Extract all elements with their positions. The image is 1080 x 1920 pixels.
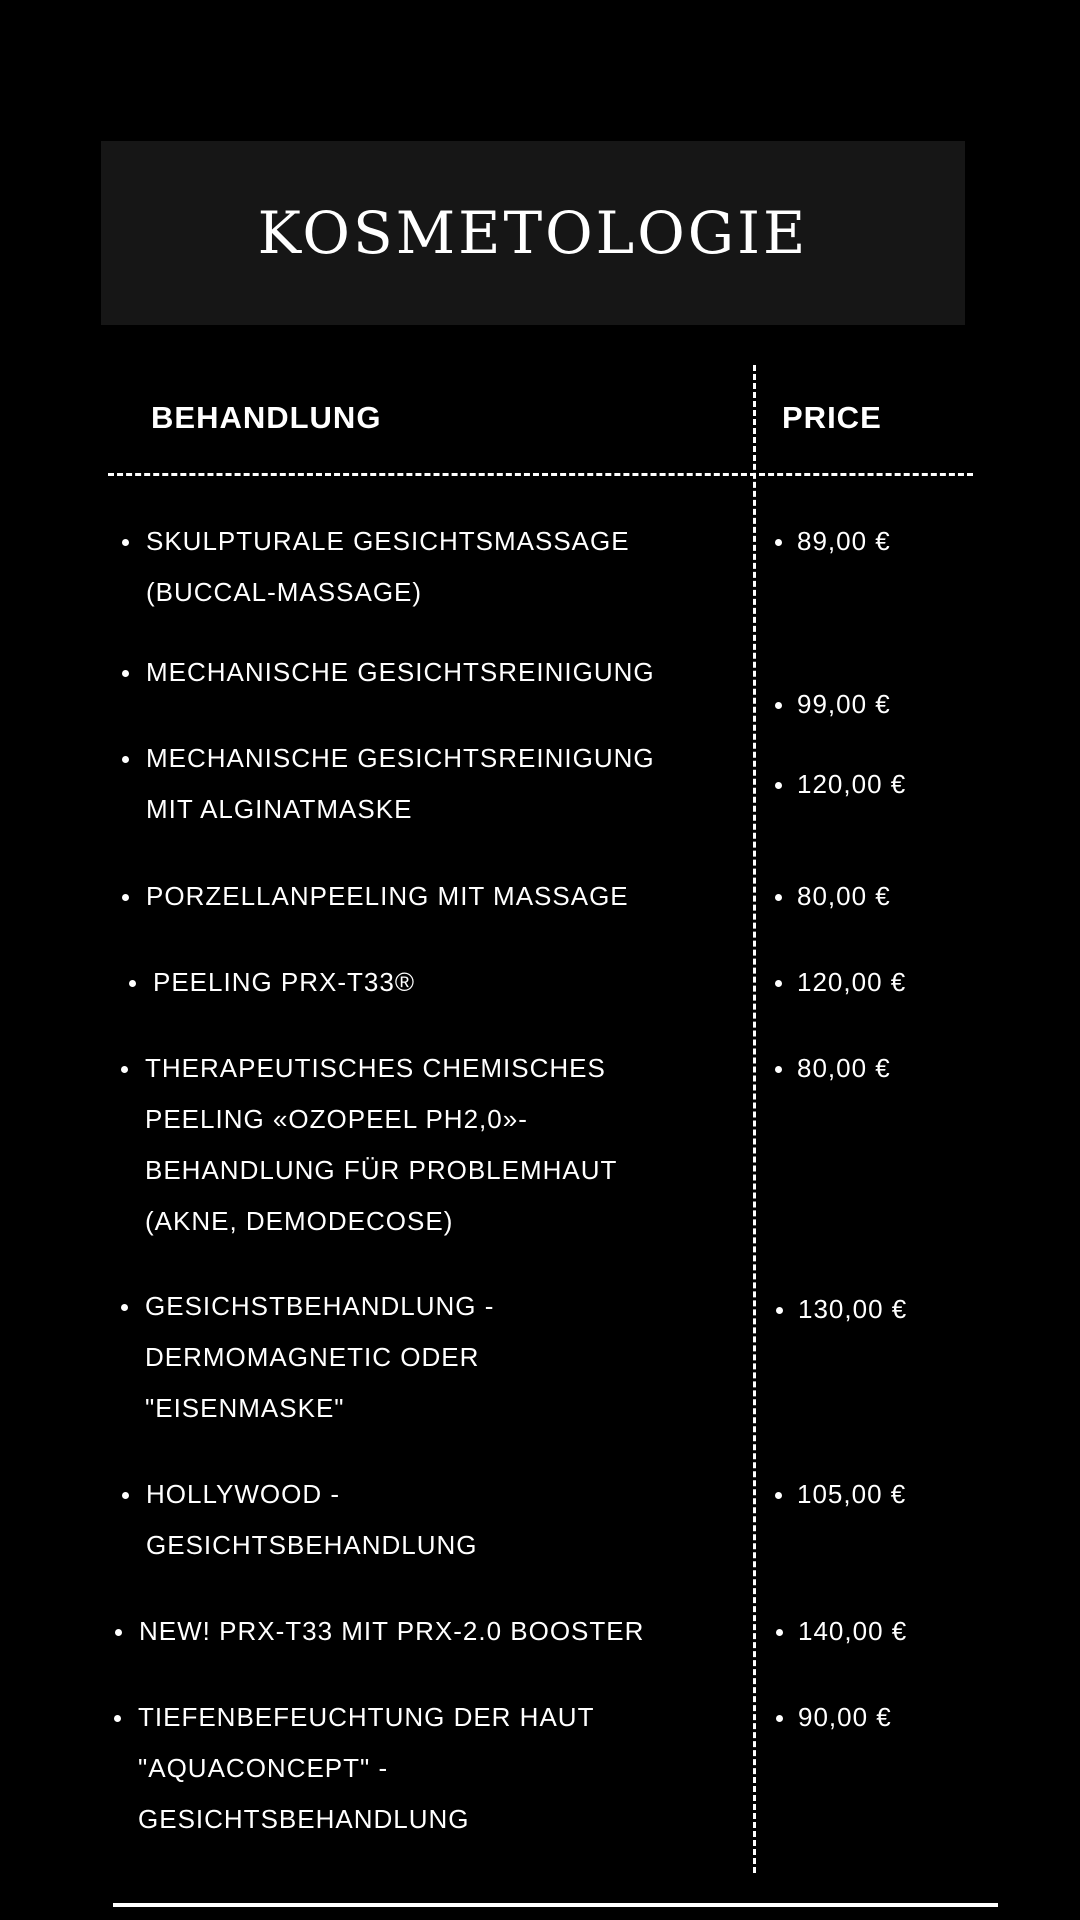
treatment-name: MECHANISCHE GESICHTSREINIGUNG — [120, 647, 655, 698]
column-divider — [753, 365, 756, 1873]
column-header-treatment: BEHANDLUNG — [151, 400, 382, 435]
treatment-price: 120,00 € — [773, 957, 906, 1008]
treatment-name: GESICHSTBEHANDLUNG - DERMOMAGNETIC ODER "EISENMASKE" — [119, 1281, 494, 1434]
treatment-price: 99,00 € — [773, 679, 891, 730]
page-title: KOSMETOLOGIE — [257, 199, 809, 267]
treatment-name: PEELING PRX-T33® — [127, 957, 415, 1008]
treatment-price: 90,00 € — [774, 1692, 892, 1743]
treatment-price: 89,00 € — [773, 516, 891, 567]
treatment-price: 105,00 € — [773, 1469, 906, 1520]
treatment-price: 80,00 € — [773, 1043, 891, 1094]
treatment-price: 80,00 € — [773, 871, 891, 922]
treatment-name: TIEFENBEFEUCHTUNG DER HAUT "AQUACONCEPT" - GESICHTSBEHANDLUNG — [112, 1692, 594, 1845]
treatment-name: PORZELLANPEELING MIT MASSAGE — [120, 871, 629, 922]
treatment-name: SKULPTURALE GESICHTSMASSAGE (BUCCAL-MASSAGE) — [120, 516, 630, 618]
treatment-price: 140,00 € — [774, 1606, 907, 1657]
header-divider — [108, 473, 973, 476]
treatment-name: NEW! PRX-T33 MIT PRX-2.0 BOOSTER — [113, 1606, 644, 1657]
treatment-price: 130,00 € — [774, 1284, 907, 1335]
treatment-name: MECHANISCHE GESICHTSREINIGUNG MIT ALGINATMASKE — [120, 733, 655, 835]
column-header-price: PRICE — [782, 400, 882, 435]
title-banner — [101, 141, 965, 325]
treatment-name: HOLLYWOOD - GESICHTSBEHANDLUNG — [120, 1469, 478, 1571]
bottom-rule — [113, 1903, 998, 1907]
treatment-name: THERAPEUTISCHES CHEMISCHES PEELING «OZOPEEL PH2,0»- BEHANDLUNG FÜR PROBLEMHAUT (AKNE, DEMODECOSE) — [119, 1043, 617, 1247]
treatment-price: 120,00 € — [773, 759, 906, 810]
